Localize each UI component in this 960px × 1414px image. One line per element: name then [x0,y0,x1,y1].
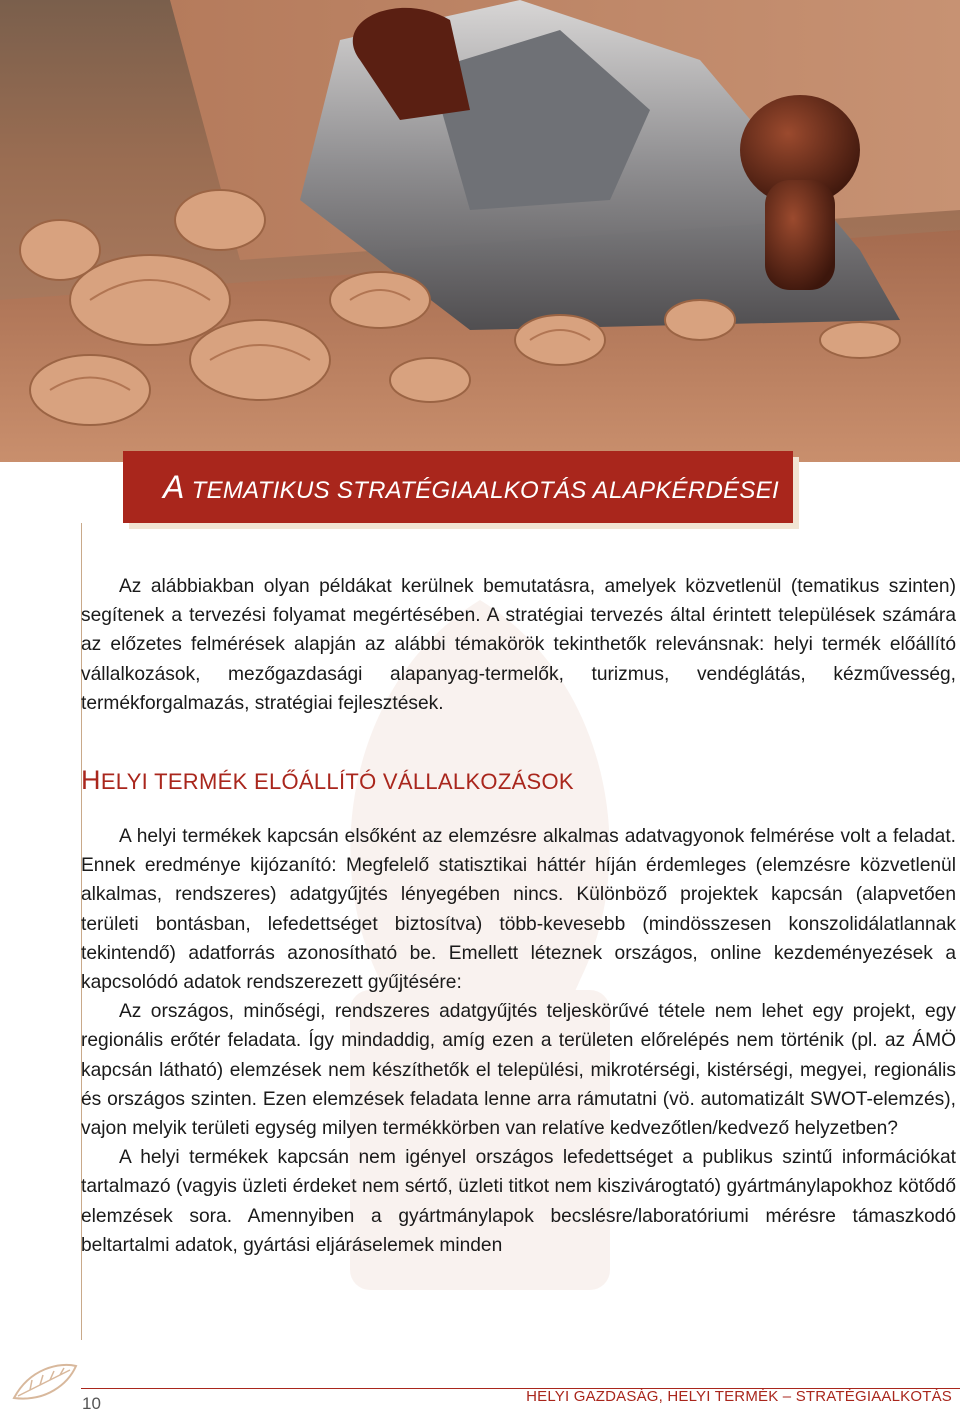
page-footer [0,1358,960,1414]
chapter-title-band [123,451,793,523]
intro-paragraph: Az alábbiakban olyan példákat kerülnek bemutatásra, amelyek közvetlenül (tematikus szinten) segítenek a tervezési folyamat megértésében. A stratégiai tervezés által érintett települések számára az előzetes felmérések alapján az alábbi témakörök tekinthetők relevánsnak: helyi termék előállító vállalkozások, mezőgazdasági alapanyag-termelők, turizmus, vendéglátás, kézművesség, termékforgalmazás, stratégiai fejlesztések. [81,576,956,714]
section-heading: HELYI TERMÉK ELŐÁLLÍTÓ VÁLLALKOZÁSOK [81,765,574,796]
section-paragraph-1: A helyi termékek kapcsán elsőként az elemzésre alkalmas adatvagyonok felmérése volt a feladat. Ennek eredménye kijózanító: Megfelelő statisztikai háttér híján érdemleges (elemzésre közvetlenül alkalmas, rendszeres) adatgyűjtés lényegében nincs. Különböző projektek kapcsán (alapvetően területi bontásban, lefedettséget biztosítva) több-kevesebb (mindösszesen konszolidálatlannak tekintendő) adatforrás azonosítható be. Emellett léteznek országos, online kezdeményezések a kapcsolódó adatok rendszerezett gyűjtésére: [81,826,956,994]
chapter-title: A TEMATIKUS STRATÉGIAALKOTÁS ALAPKÉRDÉSEI [163,468,780,505]
footer-title-part1: HELYI GAZDASÁG, HELYI TERMÉK – [526,1388,796,1405]
leaf-logo-icon [10,1358,80,1410]
footer-title-part2: STRATÉGIAALKOTÁS [795,1388,952,1405]
section-helyi-termek [81,765,956,1260]
header-photo-woodworking-plane [0,0,960,462]
section-paragraph-3: A helyi termékek kapcsán nem igényel országos lefedettséget a publikus szintű információkat tartalmazó (vagyis üzleti érdeket nem sértő, üzleti titkot nem kiszivárogtató) gyártmánylapokhoz kötődő elemzések sora. Amennyiben a gyártmánylapok becslésre/laboratóriumi mérésre támaszkodó beltartalmi adatok, gyártási eljáráselemek minden [81,1147,956,1256]
footer-publication-title [526,1388,952,1405]
plane-and-shavings-illustration [0,0,960,462]
page-number: 10 [82,1394,101,1413]
main-content [81,572,956,1260]
section-paragraph-2: Az országos, minőségi, rendszeres adatgyűjtés teljeskörűvé tétele nem lehet egy projekt, egy regionális erőtér feladata. Így mindaddig, amíg ezen a területen előrelépés nem történik (pl. az ÁMÖ kapcsán látható) elemzések nem készíthetők el települési, mikrotérségi, kistérségi, megyei, regionális és országos szinten. Ezen elemzések feladata lenne arra rámutatni (vö. automatizált SWOT-elemzés), vajon melyik területi egység milyen termékkörben van relatíve kedvezőtlen/kedvező helyzetben? [81,1001,956,1140]
